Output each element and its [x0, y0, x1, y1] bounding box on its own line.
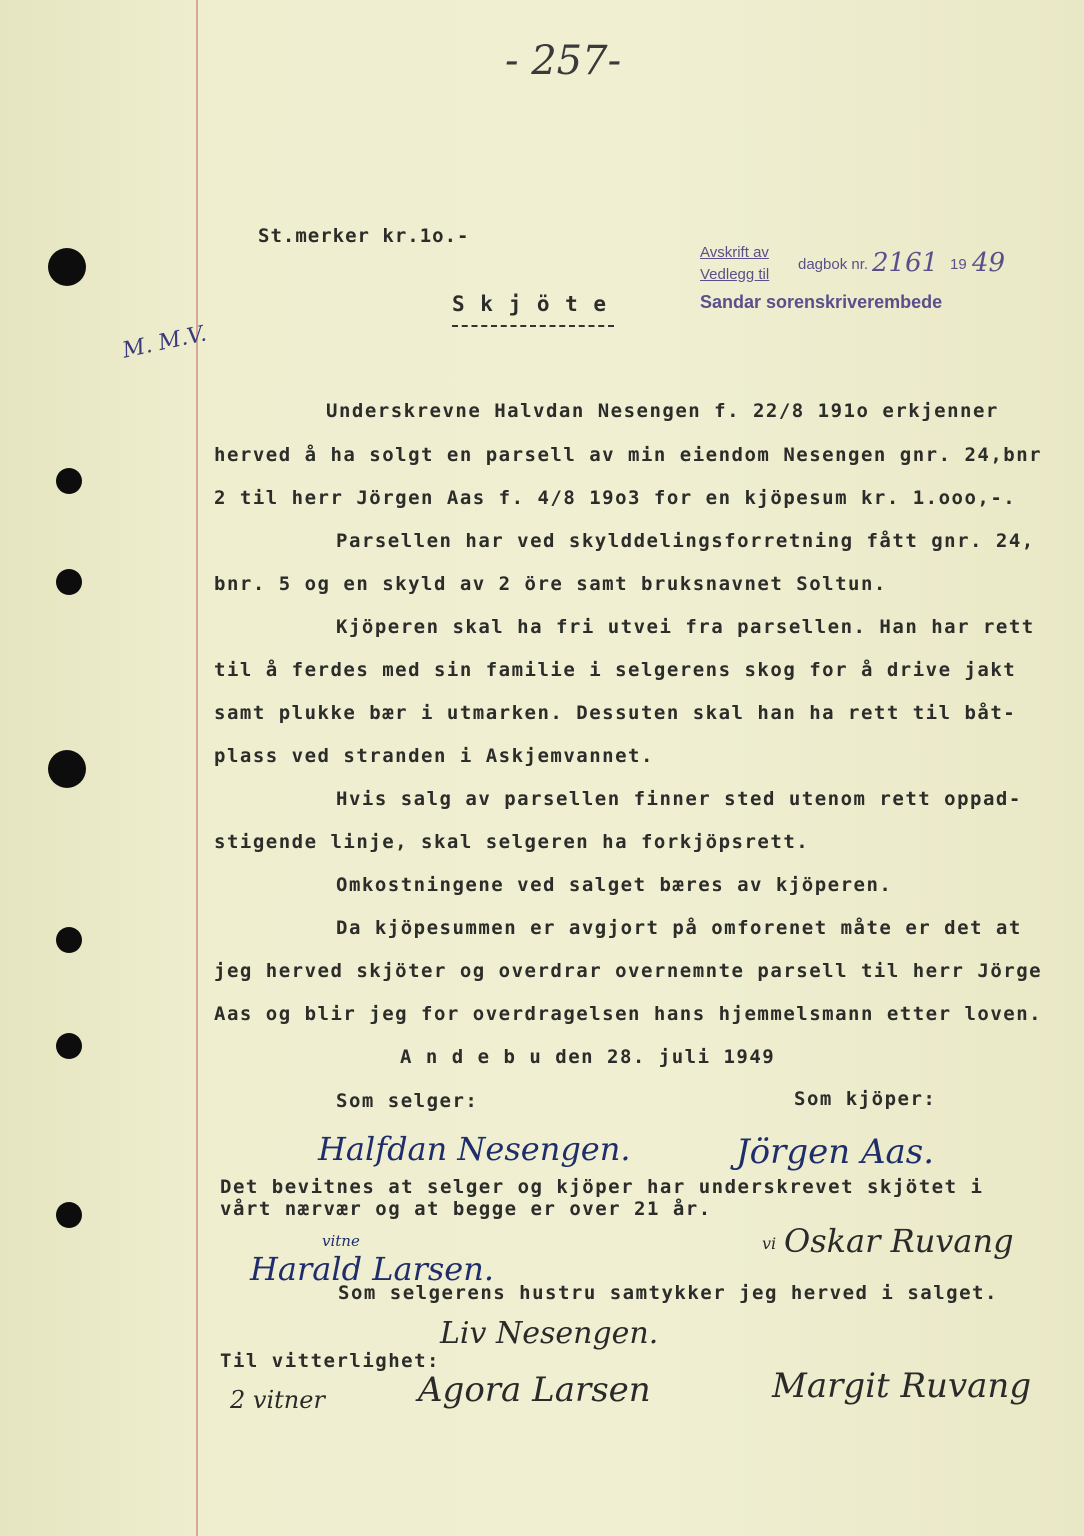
body-line: 2 til herr Jörgen Aas f. 4/8 19o3 for en kjöpesum kr. 1.ooo,-. — [214, 487, 1017, 509]
witness-text: Det bevitnes at selger og kjöper har underskrevet skjötet i — [220, 1176, 984, 1198]
place-date: A n d e b u den 28. juli 1949 — [400, 1046, 776, 1068]
punch-hole — [48, 750, 86, 788]
body-line: Aas og blir jeg for overdragelsen hans hjemmelsmann etter loven. — [214, 1003, 1043, 1025]
punch-hole — [56, 1202, 82, 1228]
stamp-handwritten-number: 2161 — [872, 248, 939, 278]
witness2-signature: Oskar Ruvang — [784, 1222, 1014, 1260]
witness1-signature: Harald Larsen. — [250, 1250, 495, 1288]
body-line: stigende linje, skal selgeren ha forkjöpsrett. — [214, 831, 810, 853]
attestation-label: Til vitterlighet: — [220, 1350, 440, 1372]
margin-rule — [196, 0, 198, 1536]
document-title: S k j ö t e — [452, 292, 608, 316]
stamp-year-suffix: 49 — [972, 248, 1006, 278]
stamp-year-prefix: 19 — [950, 256, 967, 273]
margin-note: M. M.V. — [120, 321, 209, 364]
witness2-prefix: vi — [762, 1234, 777, 1253]
stamp-line2: Vedlegg til — [700, 266, 770, 283]
body-line: samt plukke bær i utmarken. Dessuten skal han ha rett til båt- — [214, 702, 1017, 724]
spouse-consent: Som selgerens hustru samtykker jeg herved i salget. — [338, 1282, 998, 1304]
body-line: plass ved stranden i Askjemvannet. — [214, 745, 654, 767]
body-line: Da kjöpesummen er avgjort på omforenet måte er det at — [336, 917, 1022, 939]
body-line: bnr. 5 og en skyld av 2 öre samt bruksnavnet Soltun. — [214, 573, 887, 595]
stamp-fee: St.merker kr.1o.- — [258, 225, 470, 247]
witness1-prefix: vitne — [322, 1232, 360, 1250]
stamp-line1b: dagbok nr. — [798, 256, 869, 273]
body-line: Parsellen har ved skylddelingsforretning fått gnr. 24, — [336, 530, 1035, 552]
buyer-label: Som kjöper: — [794, 1088, 937, 1110]
body-line: Underskrevne Halvdan Nesengen f. 22/8 191o erkjenner — [326, 400, 999, 422]
punch-hole — [56, 468, 82, 494]
seller-label: Som selger: — [336, 1090, 479, 1112]
body-line: jeg herved skjöter og overdrar overnemnte parsell til herr Jörge — [214, 960, 1043, 982]
stamp-office: Sandar sorenskriverembede — [700, 292, 943, 312]
punch-hole — [56, 569, 82, 595]
punch-hole — [56, 927, 82, 953]
body-line: Kjöperen skal ha fri utvei fra parsellen. Han har rett — [336, 616, 1035, 638]
body-line: Hvis salg av parsellen finner sted utenom rett oppad- — [336, 788, 1022, 810]
buyer-signature: Jörgen Aas. — [736, 1132, 935, 1172]
stamp-line1a: Avskrift av — [700, 244, 769, 261]
seller-signature: Halfdan Nesengen. — [318, 1130, 631, 1168]
body-line: Omkostningene ved salget bæres av kjöperen. — [336, 874, 893, 896]
punch-hole — [48, 248, 86, 286]
body-line: til å ferdes med sin familie i selgerens skog for å drive jakt — [214, 659, 1017, 681]
page-number: - 257- — [505, 38, 622, 84]
attest-signature: Agora Larsen — [418, 1370, 651, 1410]
title-underline — [452, 325, 614, 327]
spouse-signature: Liv Nesengen. — [440, 1316, 659, 1351]
body-line: herved å ha solgt en parsell av min eiendom Nesengen gnr. 24,bnr — [214, 444, 1043, 466]
punch-hole — [56, 1033, 82, 1059]
attest-signature: Margit Ruvang — [772, 1366, 1032, 1406]
attestation-note: 2 vitner — [230, 1386, 325, 1414]
witness-text: vårt nærvær og at begge er over 21 år. — [220, 1198, 712, 1220]
